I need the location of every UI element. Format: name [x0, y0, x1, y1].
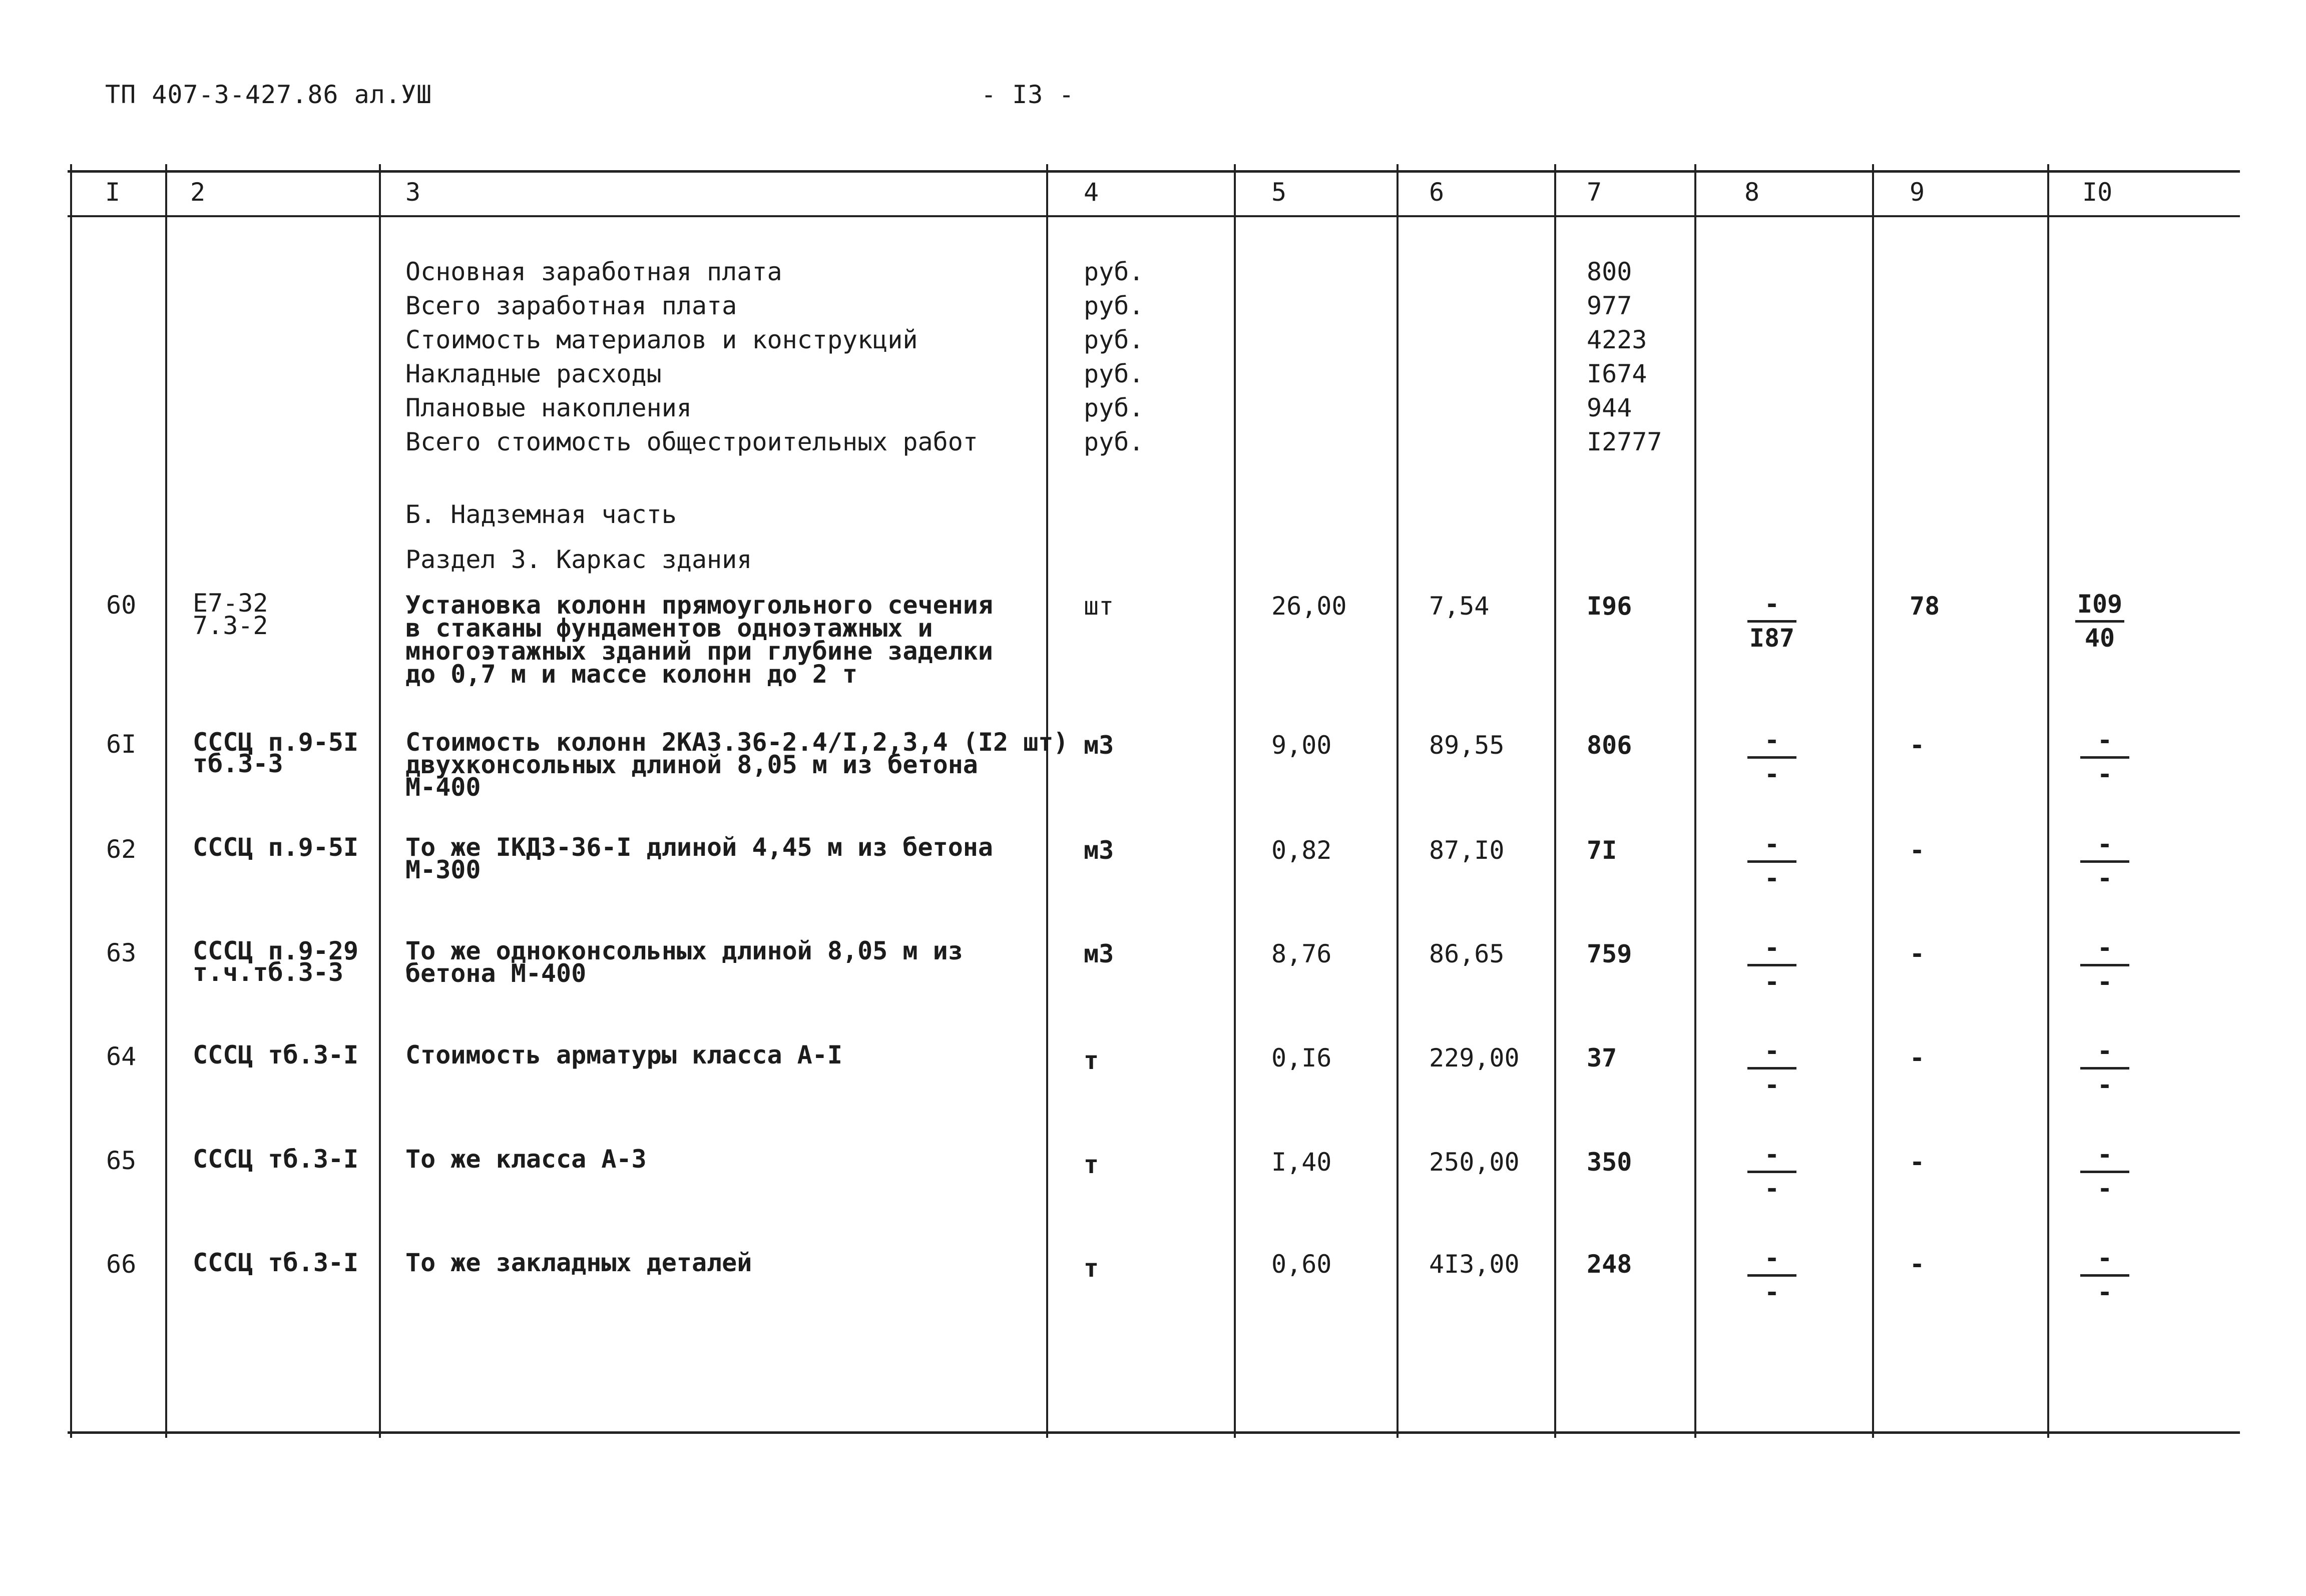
- col-divider: [1234, 164, 1236, 1438]
- column-header: 5: [1271, 178, 1287, 207]
- col8-numerator: -: [1764, 1140, 1780, 1169]
- summary-label: Стоимость материалов и конструкций: [405, 325, 918, 354]
- fraction-bar: [1747, 1171, 1796, 1173]
- col-divider: [1554, 164, 1556, 1438]
- page-number: - I3 -: [981, 80, 1075, 109]
- fraction-bar: [2075, 620, 2124, 623]
- row-unit-price: 229,00: [1429, 1043, 1520, 1073]
- row-number: 66: [106, 1250, 137, 1279]
- col10-denominator: -: [2097, 1071, 2113, 1100]
- col-divider: [165, 164, 167, 1438]
- summary-value: 800: [1587, 257, 1632, 286]
- col9-value: 78: [1910, 592, 1940, 621]
- row-code: СССЦ п.9-5I: [193, 833, 359, 862]
- row-unit: т: [1084, 1150, 1099, 1179]
- row-description: М-400: [405, 773, 481, 802]
- column-header: 4: [1084, 178, 1099, 207]
- col9-value: -: [1910, 1043, 1925, 1073]
- row-number: 60: [106, 591, 137, 620]
- fraction-bar: [1747, 1274, 1796, 1277]
- row-number: 6I: [106, 730, 137, 759]
- col8-numerator: -: [1764, 1244, 1780, 1273]
- summary-value: I674: [1587, 359, 1647, 388]
- col10-denominator: -: [2097, 1174, 2113, 1203]
- row-unit-price: 89,55: [1429, 731, 1505, 760]
- summary-unit: руб.: [1084, 291, 1144, 320]
- col8-numerator: -: [1764, 933, 1780, 962]
- row-code: тб.3-3: [193, 749, 283, 778]
- col10-numerator: -: [2097, 1036, 2113, 1066]
- col9-value: -: [1910, 836, 1925, 865]
- section-heading: Раздел 3. Каркас здания: [405, 545, 752, 574]
- col8-fraction: [1744, 1141, 1799, 1203]
- col-divider: [379, 164, 381, 1438]
- row-code: СССЦ тб.3-I: [193, 1145, 359, 1174]
- summary-label: Всего заработная плата: [405, 291, 737, 320]
- col10-numerator: I09: [2077, 590, 2123, 619]
- col10-denominator: -: [2097, 1278, 2113, 1307]
- fraction-bar: [1747, 964, 1796, 966]
- row-total: I96: [1587, 592, 1632, 621]
- row-unit: м3: [1084, 731, 1114, 760]
- row-description: То же закладных деталей: [405, 1248, 752, 1277]
- row-unit: м3: [1084, 939, 1114, 968]
- col10-fraction: [2072, 591, 2127, 652]
- col8-denominator: -: [1764, 1278, 1780, 1307]
- fraction-bar: [1747, 756, 1796, 759]
- row-description: То же одноконсольных длиной 8,05 м из: [405, 936, 963, 965]
- col-divider: [1872, 164, 1874, 1438]
- row-unit-price: 7,54: [1429, 592, 1490, 621]
- row-unit-price: 86,65: [1429, 939, 1505, 968]
- col8-fraction: [1744, 727, 1799, 788]
- row-quantity: 26,00: [1271, 592, 1347, 621]
- summary-unit: руб.: [1084, 325, 1144, 354]
- column-header: 9: [1910, 178, 1925, 207]
- row-quantity: 0,60: [1271, 1250, 1332, 1279]
- summary-value: I2777: [1587, 427, 1662, 456]
- fraction-bar: [2080, 756, 2129, 759]
- table-top-border: [68, 170, 2240, 173]
- col10-fraction: [2077, 727, 2132, 788]
- row-description: То же класса А-3: [405, 1145, 647, 1174]
- col10-fraction: [2077, 934, 2132, 996]
- col10-denominator: -: [2097, 760, 2113, 789]
- col8-fraction: [1744, 934, 1799, 996]
- col8-denominator: -: [1764, 967, 1780, 996]
- row-description: Стоимость колонн 2КА3.36-2.4/I,2,3,4 (I2 шт): [405, 728, 1069, 757]
- col10-fraction: [2077, 831, 2132, 892]
- col10-denominator: -: [2097, 864, 2113, 893]
- fraction-bar: [1747, 620, 1796, 623]
- col8-denominator: -: [1764, 1071, 1780, 1100]
- col-divider: [70, 164, 72, 1438]
- col10-numerator: -: [2097, 1244, 2113, 1273]
- row-description: многоэтажных зданий при глубине заделки: [405, 637, 993, 666]
- col10-numerator: -: [2097, 830, 2113, 859]
- summary-unit: руб.: [1084, 393, 1144, 422]
- row-unit: шт: [1084, 592, 1114, 621]
- row-code: 7.3-2: [193, 611, 268, 640]
- col8-denominator: I87: [1749, 624, 1795, 653]
- col8-denominator: -: [1764, 864, 1780, 893]
- row-quantity: 0,82: [1271, 836, 1332, 865]
- col8-fraction: [1744, 1037, 1799, 1099]
- row-description: М-300: [405, 855, 481, 884]
- col8-fraction: [1744, 1245, 1799, 1306]
- row-code: СССЦ п.9-5I: [193, 728, 359, 757]
- col8-denominator: -: [1764, 760, 1780, 789]
- col8-numerator: -: [1764, 1036, 1780, 1066]
- fraction-bar: [1747, 1067, 1796, 1070]
- row-description: Установка колонн прямоугольного сечения: [405, 591, 993, 620]
- col10-numerator: -: [2097, 933, 2113, 962]
- row-description: бетона М-400: [405, 959, 587, 988]
- summary-value: 977: [1587, 291, 1632, 320]
- summary-label: Накладные расходы: [405, 359, 662, 388]
- column-header: I: [105, 178, 121, 207]
- fraction-bar: [2080, 964, 2129, 966]
- col10-fraction: [2077, 1245, 2132, 1306]
- col8-numerator: -: [1764, 830, 1780, 859]
- col10-numerator: -: [2097, 726, 2113, 755]
- row-unit: м3: [1084, 836, 1114, 865]
- fraction-bar: [2080, 1171, 2129, 1173]
- row-unit-price: 4I3,00: [1429, 1250, 1520, 1279]
- fraction-bar: [2080, 1274, 2129, 1277]
- row-code: т.ч.тб.3-3: [193, 958, 344, 987]
- row-total: 7I: [1587, 836, 1617, 865]
- fraction-bar: [2080, 1067, 2129, 1070]
- col10-fraction: [2077, 1141, 2132, 1203]
- row-total: 759: [1587, 939, 1632, 968]
- row-unit: т: [1084, 1254, 1099, 1283]
- col8-numerator: -: [1764, 726, 1780, 755]
- summary-value: 4223: [1587, 325, 1647, 354]
- col8-fraction: [1744, 591, 1799, 652]
- summary-label: Всего стоимость общестроительных работ: [405, 427, 978, 456]
- row-code: Е7-32: [193, 589, 268, 618]
- header-row-divider: [68, 215, 2240, 217]
- row-description: То же IКД3-36-I длиной 4,45 м из бетона: [405, 833, 993, 862]
- col10-numerator: -: [2097, 1140, 2113, 1169]
- row-description: Стоимость арматуры класса А-I: [405, 1040, 842, 1070]
- fraction-bar: [2080, 860, 2129, 863]
- row-unit: т: [1084, 1046, 1099, 1075]
- summary-label: Основная заработная плата: [405, 257, 782, 286]
- document-code: ТП 407-3-427.86 ал.УШ: [105, 80, 432, 109]
- row-code: СССЦ тб.3-I: [193, 1040, 359, 1070]
- row-total: 248: [1587, 1250, 1632, 1279]
- row-quantity: I,40: [1271, 1148, 1332, 1177]
- col8-fraction: [1744, 831, 1799, 892]
- row-total: 350: [1587, 1148, 1632, 1177]
- column-header: I0: [2082, 178, 2113, 207]
- col10-denominator: -: [2097, 967, 2113, 996]
- col10-fraction: [2077, 1037, 2132, 1099]
- row-number: 62: [106, 835, 137, 864]
- col8-denominator: -: [1764, 1174, 1780, 1203]
- summary-unit: руб.: [1084, 257, 1144, 286]
- col9-value: -: [1910, 1148, 1925, 1177]
- table-bottom-border: [68, 1431, 2240, 1434]
- row-quantity: 9,00: [1271, 731, 1332, 760]
- col-divider: [2047, 164, 2049, 1438]
- row-description: двухконсольных длиной 8,05 м из бетона: [405, 750, 978, 779]
- column-header: 8: [1744, 178, 1760, 207]
- row-number: 63: [106, 938, 137, 967]
- row-number: 64: [106, 1042, 137, 1071]
- row-total: 806: [1587, 731, 1632, 760]
- column-header: 6: [1429, 178, 1445, 207]
- summary-unit: руб.: [1084, 359, 1144, 388]
- col9-value: -: [1910, 1250, 1925, 1279]
- row-number: 65: [106, 1146, 137, 1175]
- section-heading: Б. Надземная часть: [405, 500, 677, 529]
- col10-denominator: 40: [2084, 624, 2115, 653]
- row-quantity: 0,I6: [1271, 1043, 1332, 1073]
- row-total: 37: [1587, 1043, 1617, 1073]
- column-header: 2: [190, 178, 206, 207]
- col9-value: -: [1910, 939, 1925, 968]
- col8-numerator: -: [1764, 590, 1780, 619]
- row-unit-price: 250,00: [1429, 1148, 1520, 1177]
- row-description: в стаканы фундаментов одноэтажных и: [405, 614, 933, 643]
- column-header: 7: [1587, 178, 1602, 207]
- row-quantity: 8,76: [1271, 939, 1332, 968]
- col-divider: [1397, 164, 1399, 1438]
- col9-value: -: [1910, 731, 1925, 760]
- col-divider: [1694, 164, 1696, 1438]
- summary-label: Плановые накопления: [405, 393, 692, 422]
- summary-value: 944: [1587, 393, 1632, 422]
- column-header: 3: [405, 178, 421, 207]
- row-code: СССЦ п.9-29: [193, 936, 359, 965]
- summary-unit: руб.: [1084, 427, 1144, 456]
- row-description: до 0,7 м и массе колонн до 2 т: [405, 660, 858, 689]
- row-unit-price: 87,I0: [1429, 836, 1505, 865]
- col-divider: [1046, 164, 1048, 1438]
- row-code: СССЦ тб.3-I: [193, 1248, 359, 1277]
- fraction-bar: [1747, 860, 1796, 863]
